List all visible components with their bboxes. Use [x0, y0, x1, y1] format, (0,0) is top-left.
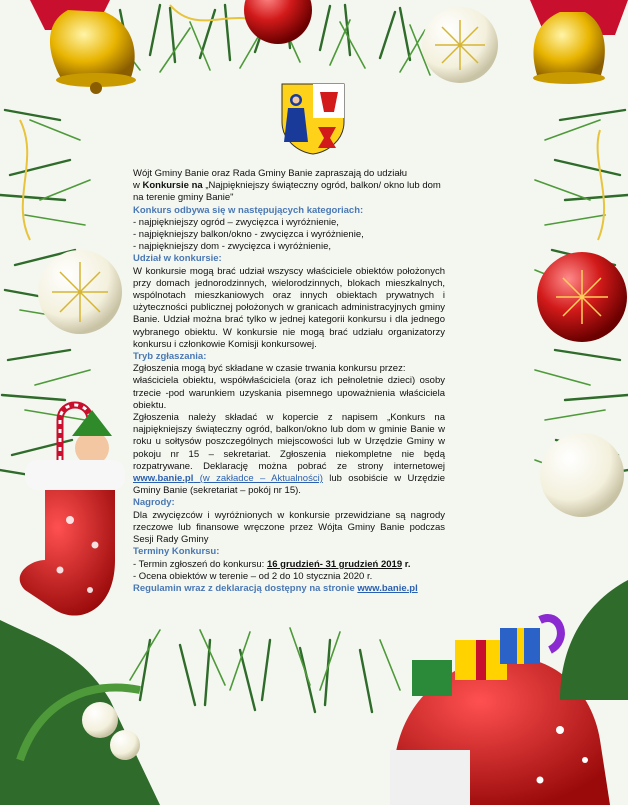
- category-item: - najpiękniejszy ogród – zwycięzca i wyróżnienie,: [133, 216, 339, 228]
- prizes-text: Dla zwycięzców i wyróżnionych w konkursie przewidziane są nagrody rzeczowe lub finansowe wręczone przez Wójta Gminy Banie podczas Sesji Rady Gminy: [133, 509, 445, 546]
- category-item: - najpiękniejszy dom - zwycięzca i wyróżnienie,: [133, 241, 331, 253]
- aktualnosci-tab-note: (w zakładce – Aktualności): [193, 473, 323, 485]
- intro-line-1: Wójt Gminy Banie oraz Rada Gminy Banie zapraszają do udziału: [133, 168, 408, 179]
- regulamin-note: [133, 583, 445, 595]
- dates-heading: Terminy Konkursu:: [133, 546, 220, 558]
- application-text-1: Zgłoszenia mogą być składane w czasie trwania konkursu przez:: [133, 363, 406, 375]
- category-item: - najpiękniejszy balkon/okno - zwycięzca i wyróżnienie,: [133, 229, 364, 241]
- announcement-document: [133, 168, 445, 595]
- intro-paragraph: [133, 168, 445, 205]
- intro-line-2-prefix: w: [133, 180, 143, 192]
- dates-entry-range: 16 grudzień- 31 grudzień 2019: [266, 558, 403, 570]
- application-text-3-body: Zgłoszenia należy składać w kopercie z napisem „Konkurs na najpiękniejszy świąteczny ogród, balkon/okno lub dom w gminie Banie w roku u sołtysów poszczególnych miejscowości lub w Urzędzie Gminy w pokoju nr 15 – sekretariat. Zgłoszenia niekompletne nie będą rozpatrywane. Deklarację można pobrać ze strony internetowej: [133, 412, 445, 472]
- categories-list: [133, 217, 445, 254]
- gmina-banie-coat-of-arms-icon: [280, 82, 346, 156]
- application-text-3: [133, 412, 445, 497]
- intro-line-3: na terenie gminy Banie": [133, 192, 234, 204]
- application-heading: Tryb zgłaszania:: [133, 351, 207, 363]
- dates-entry-label: - Termin zgłoszeń do konkursu:: [133, 558, 267, 570]
- regulamin-label: Regulamin wraz z deklaracją dostępny na stronie: [133, 582, 358, 594]
- dates-entry-suffix: r.: [402, 558, 411, 570]
- participation-text: W konkursie mogą brać udział wszyscy właściciele obiektów położonych przy domach jednorodzinnych, wielorodzinnych, blokach mieszkalnych, wspólnotach mieszkaniowych oraz innych obiektach prywatnych i użyteczności publicznej położonych w granicach administracyjnych gminy Banie. Udział można brać tylko w jednej kategorii konkursu i dla jednego wybranego obiektu. W konkursie nie mogą brać udziału organizatorzy konkursu i członkowie Komisji konkursowej.: [133, 265, 445, 350]
- prizes-heading: Nagrody:: [133, 497, 175, 509]
- application-text-3-end: lub osobiście w Urzędzie Gminy Banie (sekretariat – pokój nr 15).: [133, 473, 445, 497]
- categories-heading: Konkurs odbywa się w następujących kategoriach:: [133, 204, 364, 216]
- dates-evaluation: - Ocena obiektów w terenie – od 2 do 10 stycznia 2020 r.: [133, 570, 373, 582]
- intro-contest-label: Konkursie na: [142, 180, 203, 192]
- banie-website-link[interactable]: www.banie.pl: [133, 473, 194, 485]
- participation-heading: Udział w konkursie:: [133, 253, 222, 265]
- regulamin-website-link[interactable]: www.banie.pl: [357, 582, 418, 594]
- application-text-2: właściciela obiektu, współwłaściciela (oraz ich pełnoletnie dzieci) osoby trzecie -pod warunkiem uzyskania pisemnego upoważnienia właściciela obiektu.: [133, 375, 445, 411]
- dates-entry-deadline: [133, 559, 445, 571]
- intro-contest-title: „Najpiękniejszy świąteczny ogród, balkon/ okno lub dom: [202, 180, 441, 192]
